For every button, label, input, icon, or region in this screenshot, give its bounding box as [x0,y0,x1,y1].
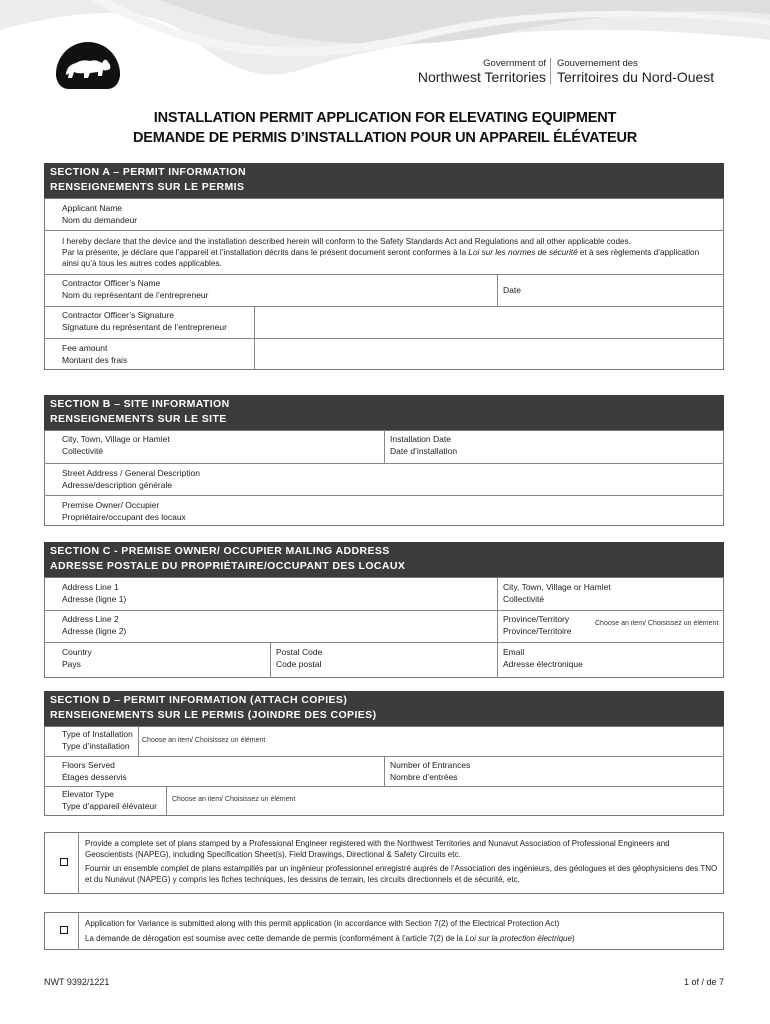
postal-code-en: Postal Code [276,647,323,657]
divider [44,642,724,643]
divider [166,786,167,816]
premise-owner-field[interactable] [230,497,720,524]
section-d-header [44,691,724,726]
applicant-name-en: Applicant Name [62,203,123,213]
gov-divider [550,58,551,84]
variance-fr-part1: La demande de dérogation est soumise avec cette demande de permis (conformément à l’article 7(2) de la [85,934,466,943]
postal-code-label [276,647,322,670]
province-fr: Province/Territoire [503,625,572,636]
site-city-en: City, Town, Village or Hamlet [62,434,170,444]
gov-en-small: Government of [483,58,546,69]
divider [497,577,498,678]
country-field[interactable] [100,644,266,676]
address-line-2-fr: Adresse (ligne 2) [62,625,127,636]
country-fr: Pays [62,658,81,669]
variance-en: Application for Variance is submitted along with this permit application (in accordance with Section 7(2) of the Electrical Protection Act) [85,919,560,928]
section-b-header [44,395,724,430]
site-city-field[interactable] [200,432,380,460]
mail-city-field[interactable] [620,579,720,607]
officer-signature-field[interactable] [258,308,720,336]
section-b-header-fr: RENSEIGNEMENTS SUR LE SITE [50,413,227,425]
divider [138,726,139,756]
officer-signature-label [62,310,227,333]
elevator-type-en: Elevator Type [62,789,114,799]
variance-fr [85,933,719,944]
section-c-header-en: SECTION C - PREMISE OWNER/ OCCUPIER MAILING ADDRESS [50,545,390,557]
street-address-label [62,468,200,491]
gov-fr-big: Territoires du Nord-Ouest [557,69,715,85]
postal-code-fr: Code postal [276,658,322,669]
address-line-1-fr: Adresse (ligne 1) [62,593,127,604]
fee-amount-field[interactable] [258,340,720,368]
plans-text [85,838,719,885]
province-label [503,614,572,637]
entrances-label [390,760,470,783]
gov-en-big: Northwest Territories [417,69,546,85]
officer-name-fr: Nom du représentant de l’entrepreneur [62,289,209,300]
elevator-type-select[interactable]: Choose an item/ Choisissez un élément [172,796,296,803]
divider [44,495,724,496]
title-en: INSTALLATION PERMIT APPLICATION FOR ELEVATING EQUIPMENT [153,110,617,126]
divider [44,338,724,339]
entrances-field[interactable] [490,758,720,784]
divider [78,912,79,950]
divider [44,274,724,275]
divider [44,610,724,611]
elevator-type-label [62,789,157,812]
page-number: 1 of / de 7 [683,977,724,987]
street-address-field[interactable] [230,465,720,493]
divider [270,642,271,678]
street-address-fr: Adresse/description générale [62,479,173,490]
section-a-header-en: SECTION A – PERMIT INFORMATION [50,166,246,178]
divider [78,832,79,894]
form-number: NWT 9392/1221 [44,977,110,987]
section-a-header-fr: RENSEIGNEMENTS SUR LE PERMIS [50,181,245,193]
variance-text [85,918,719,944]
officer-name-en: Contractor Officer’s Name [62,278,161,288]
premise-owner-en: Premise Owner/ Occupier [62,500,160,510]
section-a-header [44,163,724,198]
entrances-fr: Nombre d’entrées [390,771,458,782]
type-installation-select[interactable]: Choose an item/ Choisissez un élément [142,737,266,744]
divider [44,786,724,787]
variance-fr-law: Loi sur la protection électrique [465,934,572,943]
email-field[interactable] [600,644,720,676]
date-field[interactable] [530,276,720,304]
street-address-en: Street Address / General Description [62,468,200,478]
email-label [503,647,583,670]
site-city-fr: Collectivité [62,445,104,456]
install-date-fr: Date d’installation [390,445,458,456]
fee-amount-fr: Montant des frais [62,354,128,365]
country-label [62,647,92,670]
type-installation-label [62,729,133,752]
polar-bear-logo [52,32,124,90]
applicant-name-field[interactable] [200,200,720,228]
declaration-fr-part2: et à ses règlements d’application ainsi qu’à tous les autres codes applicables. [62,248,700,268]
address-line-1-label [62,582,126,605]
floors-served-en: Floors Served [62,760,115,770]
section-c-header [44,542,724,577]
declaration-en: I hereby declare that the device and the installation described herein will conform to the Safety Standards Act and Regulations and all other applicable codes. [62,237,631,246]
site-city-label [62,434,170,457]
date-label: Date [503,285,521,295]
address-line-2-en: Address Line 2 [62,614,119,624]
plans-fr: Fournir un ensemble complet de plans estampillés par un ingénieur professionnel enregistré auprès de l’Association des ingénieurs, des géologues et des géophysiciens des TNO et du Nunavut (NAPEG) y compris les fiches techniques, les dessins de terrain, les circuits directionnels et de sécurité, etc. [85,864,718,884]
gov-fr-small: Gouvernement des [557,58,638,69]
email-fr: Adresse électronique [503,658,583,669]
divider [384,430,385,463]
country-en: Country [62,647,92,657]
address-line-1-en: Address Line 1 [62,582,119,592]
premise-owner-label [62,500,186,523]
section-d-header-en: SECTION D – PERMIT INFORMATION (ATTACH COPIES) [50,694,348,706]
applicant-name-label [62,203,137,226]
divider [44,306,724,307]
declaration-fr-part1: Par la présente, je déclare que l’appareil et l’installation décrits dans le présent document seront conformes à la [62,248,469,257]
declaration-fr [62,247,718,269]
mail-city-label [503,582,611,605]
install-date-en: Installation Date [390,434,451,444]
address-line-1-field[interactable] [140,579,490,607]
declaration-fr-law: Loi sur les normes de sécurité [468,248,578,257]
entrances-en: Number of Entrances [390,760,471,770]
variance-fr-part2: ) [571,934,575,943]
floors-served-field[interactable] [140,758,380,784]
premise-owner-fr: Propriétaire/occupant des locaux [62,511,186,522]
variance-checkbox[interactable] [60,926,68,934]
mail-city-fr: Collectivité [503,593,545,604]
elevator-type-fr: Type d’appareil élévateur [62,800,157,811]
divider [44,230,724,231]
divider [384,756,385,786]
fee-amount-en: Fee amount [62,343,108,353]
floors-served-fr: Étages desservis [62,771,127,782]
address-line-2-field[interactable] [140,612,490,640]
divider [44,463,724,464]
install-date-label [390,434,457,457]
section-d-header-fr: RENSEIGNEMENTS SUR LE PERMIS (JOINDRE DES COPIES) [50,709,377,721]
section-b-header-en: SECTION B – SITE INFORMATION [50,398,230,410]
officer-name-field[interactable] [240,276,490,304]
install-date-field[interactable] [480,432,720,460]
floors-served-label [62,760,127,783]
officer-signature-fr: Signature du représentant de l’entrepreneur [62,321,227,332]
province-select[interactable]: Choose an item/ Choisissez un élément [595,620,719,627]
plans-en: Provide a complete set of plans stamped by a Professional Engineer registered with the Northwest Territories and Nunavut Association of Professional Engineers and Geoscientists (NAPEG), including Specification Sheet(s), Field Drawings, Directional & Safety Circuits etc. [85,839,670,859]
type-installation-en: Type of Installation [62,729,133,739]
fee-amount-label [62,343,127,366]
gov-en-block [417,58,546,85]
officer-name-label [62,278,208,301]
gov-fr-block [557,58,714,85]
title-fr: DEMANDE DE PERMIS D’INSTALLATION POUR UN APPAREIL ÉLÉVATEUR [132,130,638,146]
mail-city-en: City, Town, Village or Hamlet [503,582,611,592]
section-c-header-fr: ADRESSE POSTALE DU PROPRIÉTAIRE/OCCUPANT DES LOCAUX [50,560,406,572]
type-installation-fr: Type d’installation [62,740,130,751]
applicant-name-fr: Nom du demandeur [62,214,138,225]
declaration-text [62,236,718,269]
plans-checkbox[interactable] [60,858,68,866]
divider [497,274,498,306]
officer-signature-en: Contractor Officer’s Signature [62,310,174,320]
postal-code-field[interactable] [340,644,492,676]
province-en: Province/Territory [503,614,570,624]
address-line-2-label [62,614,126,637]
email-en: Email [503,647,525,657]
